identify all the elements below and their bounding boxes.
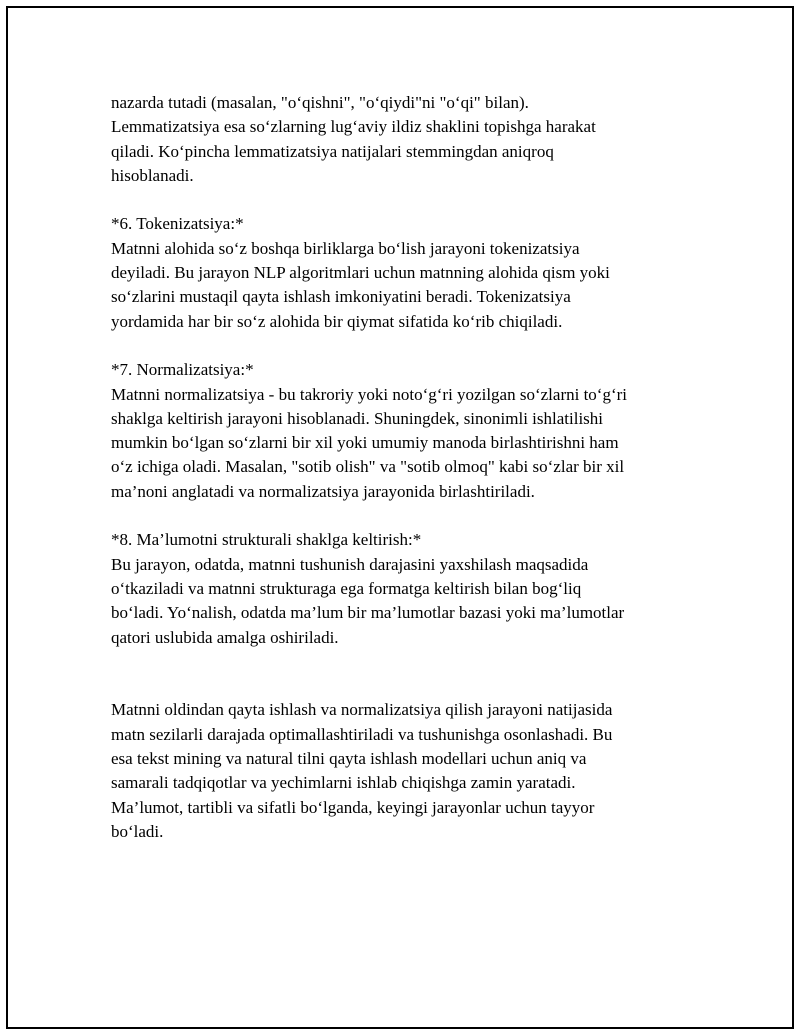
paragraph-gap bbox=[111, 650, 691, 674]
text-line: o‘tkaziladi va matnni strukturaga ega formatga keltirish bilan bog‘liq bbox=[111, 578, 582, 598]
section-structuring bbox=[111, 528, 691, 649]
text-line: matn sezilarli darajada optimallashtiriladi va tushunishga osonlashadi. Bu bbox=[111, 724, 613, 744]
text-line: Matnni normalizatsiya - bu takroriy yoki noto‘g‘ri yozilgan so‘zlarni to‘g‘ri bbox=[111, 384, 628, 404]
text-line: deyiladi. Bu jarayon NLP algoritmlari uchun matnning alohida qism yoki bbox=[111, 263, 610, 283]
text-line: qatori uslubida amalga oshiriladi. bbox=[111, 627, 339, 647]
text-line: hisoblanadi. bbox=[111, 165, 194, 185]
text-line: Ma’lumot, tartibli va sifatli bo‘lganda, keyingi jarayonlar uchun tayyor bbox=[111, 797, 595, 817]
section-heading: *8. Ma’lumotni strukturali shaklga keltirish:* bbox=[111, 530, 422, 550]
section-tokenization bbox=[111, 212, 691, 333]
text-line: bo‘ladi. bbox=[111, 821, 164, 841]
paragraph-gap bbox=[111, 334, 691, 358]
text-line: shaklga keltirish jarayoni hisoblanadi. Shuningdek, sinonimli ishlatilishi bbox=[111, 408, 604, 428]
section-heading: *7. Normalizatsiya:* bbox=[111, 360, 254, 380]
paragraph-conclusion bbox=[111, 698, 691, 844]
text-line: mumkin bo‘lgan so‘zlarni bir xil yoki umumiy manoda birlashtirishni ham bbox=[111, 433, 619, 453]
text-line: Lemmatizatsiya esa so‘zlarning lug‘aviy ildiz shaklini topishga harakat bbox=[111, 117, 596, 137]
paragraph-gap bbox=[111, 504, 691, 528]
paragraph-gap bbox=[111, 188, 691, 212]
text-line: nazarda tutadi (masalan, "o‘qishni", "o‘qiydi"ni "o‘qi" bilan). bbox=[111, 93, 529, 112]
section-normalization bbox=[111, 358, 691, 504]
text-line: Matnni oldindan qayta ishlash va normalizatsiya qilish jarayoni natijasida bbox=[111, 700, 613, 720]
paragraph-lemmatization-end bbox=[111, 91, 691, 188]
text-line: so‘zlarini mustaqil qayta ishlash imkoniyatini beradi. Tokenizatsiya bbox=[111, 287, 571, 307]
document-body bbox=[111, 91, 691, 844]
text-line: samarali tadqiqotlar va yechimlarni ishlab chiqishga zamin yaratadi. bbox=[111, 773, 576, 793]
text-line: esa tekst mining va natural tilni qayta ishlash modellari uchun aniq va bbox=[111, 749, 587, 769]
text-line: yordamida har bir so‘z alohida bir qiymat sifatida ko‘rib chiqiladi. bbox=[111, 311, 563, 331]
text-line: o‘z ichiga oladi. Masalan, "sotib olish" va "sotib olmoq" kabi so‘zlar bir xil bbox=[111, 457, 625, 477]
text-line: qiladi. Ko‘pincha lemmatizatsiya natijalari stemmingdan aniqroq bbox=[111, 141, 554, 161]
text-line: Matnni alohida so‘z boshqa birliklarga bo‘lish jarayoni tokenizatsiya bbox=[111, 238, 580, 258]
paragraph-gap bbox=[111, 674, 691, 698]
text-line: ma’noni anglatadi va normalizatsiya jarayonida birlashtiriladi. bbox=[111, 481, 535, 501]
text-line: bo‘ladi. Yo‘nalish, odatda ma’lum bir ma’lumotlar bazasi yoki ma’lumotlar bbox=[111, 603, 625, 623]
section-heading: *6. Tokenizatsiya:* bbox=[111, 214, 244, 234]
text-line: Bu jarayon, odatda, matnni tushunish darajasini yaxshilash maqsadida bbox=[111, 554, 589, 574]
